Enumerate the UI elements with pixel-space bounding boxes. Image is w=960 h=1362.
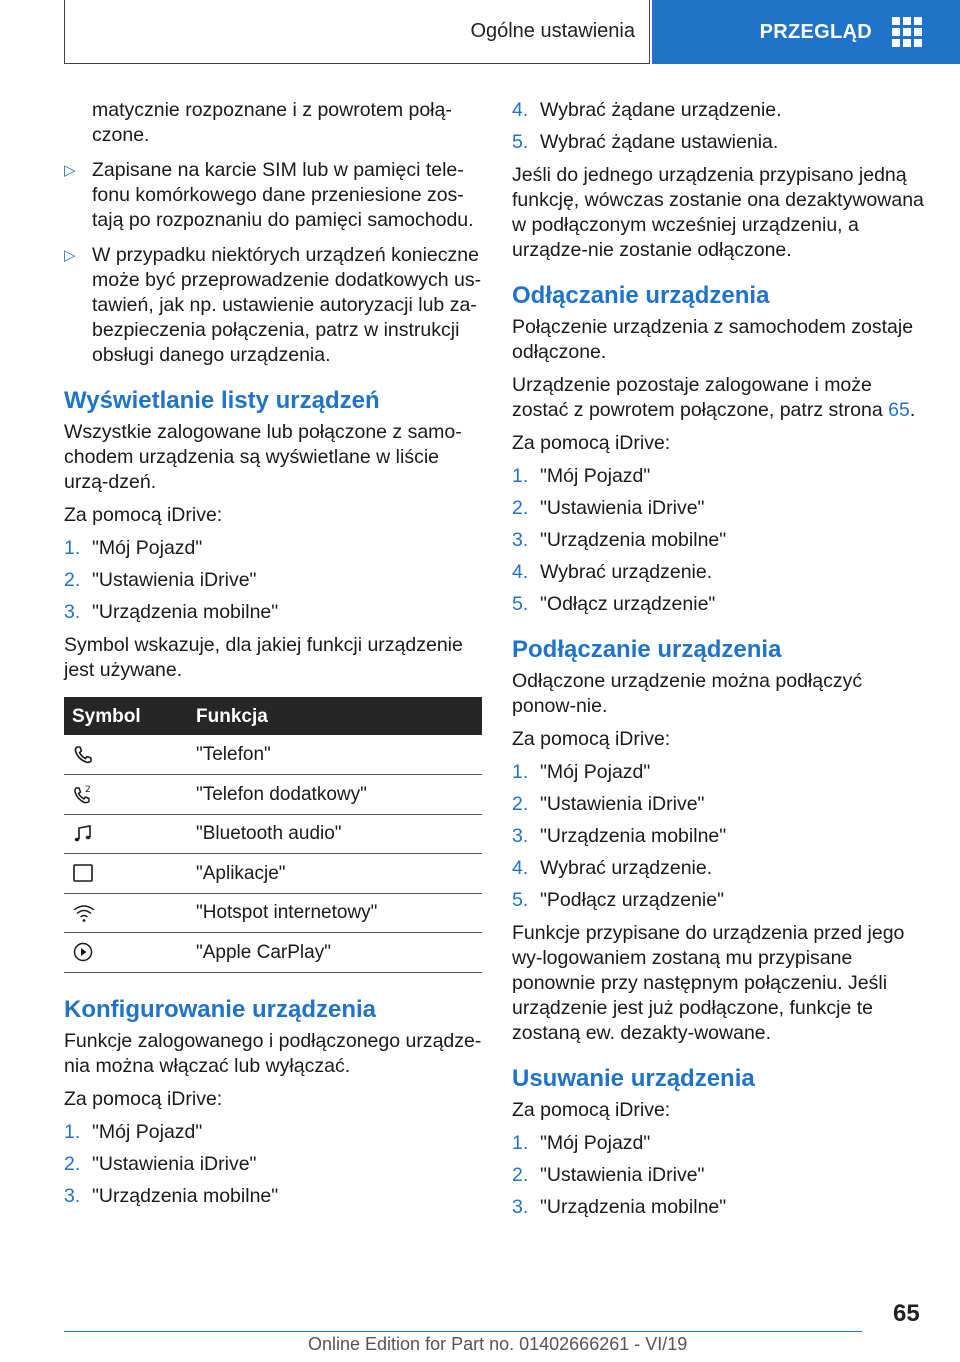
bullet-item [64, 243, 482, 368]
right-column [512, 98, 930, 1228]
step-item [512, 792, 930, 817]
step-number: 3. [512, 529, 529, 551]
grid-menu-icon [892, 17, 922, 47]
step-number: 1. [512, 465, 529, 487]
section-heading-device-list: Wyświetlanie listy urządzeń [64, 387, 380, 414]
step-text: "Urządzenia mobilne" [540, 825, 727, 847]
bullet-text: W przypadku niektórych urządzeń konieczne może być przeprowadzenie dodatkowych us‐tawień, jak np. ustawienie autoryzacji lub za‐bezpieczenia połączenia, patrz w instrukcji obsługi danego urządzenia. [92, 244, 482, 366]
step-number: 1. [64, 1120, 81, 1143]
step-number: 2. [64, 1152, 81, 1175]
table-row [64, 735, 482, 775]
step-text: "Ustawienia iDrive" [540, 497, 705, 519]
step-item [512, 824, 930, 849]
step-text: "Urządzenia mobilne" [540, 529, 727, 551]
footer-divider [64, 1331, 862, 1332]
page-header [0, 0, 960, 66]
step-number: 2. [512, 1164, 529, 1186]
step-list [64, 1120, 482, 1209]
step-number: 4. [512, 99, 529, 121]
step-text: "Ustawienia iDrive" [540, 793, 705, 815]
paragraph: Za pomocą iDrive: [64, 1087, 223, 1110]
step-list [512, 98, 930, 155]
overview-nav-label: PRZEGLĄD [759, 20, 872, 43]
symbol-cell [64, 893, 196, 933]
step-item [512, 888, 930, 913]
step-text: "Urządzenia mobilne" [92, 601, 279, 623]
step-number: 3. [512, 825, 529, 847]
step-number: 1. [512, 761, 529, 783]
step-item [512, 1163, 930, 1188]
chapter-title: Ogólne ustawienia [470, 20, 635, 42]
paragraph-text: . [909, 399, 916, 421]
bullet-item [64, 158, 482, 233]
step-number: 2. [512, 497, 529, 519]
step-number: 3. [64, 601, 81, 623]
paragraph: Za pomocą iDrive: [512, 1099, 671, 1121]
function-cell: "Bluetooth audio" [196, 814, 482, 854]
table-header-symbol: Symbol [64, 697, 196, 735]
step-text: "Urządzenia mobilne" [540, 1196, 727, 1218]
step-text: "Ustawienia iDrive" [92, 1152, 257, 1175]
step-text: "Mój Pojazd" [92, 1120, 203, 1143]
page-number: 65 [893, 1300, 920, 1327]
paragraph: Za pomocą iDrive: [512, 728, 671, 750]
paragraph: Funkcje zalogowanego i podłączonego urządze‐nia można włączać lub wyłączać. [64, 1029, 482, 1077]
step-number: 2. [64, 569, 81, 591]
section-heading-connect-device: Podłączanie urządzenia [512, 636, 782, 663]
step-text: "Mój Pojazd" [540, 761, 651, 783]
paragraph-text: Urządzenie pozostaje zalogowane i może zostać z powrotem połączone, patrz strona [512, 374, 889, 421]
paragraph: Symbol wskazuje, dla jakiej funkcji urządzenie jest używane. [64, 634, 463, 681]
function-cell: "Aplikacje" [196, 854, 482, 894]
step-text: "Urządzenia mobilne" [92, 1184, 279, 1207]
step-text: "Mój Pojazd" [540, 465, 651, 487]
symbol-cell [64, 814, 196, 854]
symbol-cell [64, 735, 196, 775]
paragraph: Za pomocą iDrive: [512, 432, 671, 454]
step-number: 3. [64, 1184, 81, 1207]
function-cell: "Telefon" [196, 735, 482, 775]
step-text: "Ustawienia iDrive" [92, 569, 257, 591]
symbol-cell [64, 775, 196, 815]
step-list [64, 536, 482, 625]
symbol-cell [64, 933, 196, 973]
step-number: 2. [512, 793, 529, 815]
step-item [512, 496, 930, 521]
step-text: "Mój Pojazd" [92, 537, 203, 559]
paragraph: Wszystkie zalogowane lub połączone z samo‐chodem urządzenia są wyświetlane w liście urzą‐dzeń. [64, 421, 462, 493]
table-row [64, 775, 482, 815]
step-item [64, 568, 482, 593]
function-cell: "Telefon dodatkowy" [196, 775, 482, 815]
bullet-text: Zapisane na karcie SIM lub w pamięci tele‐fonu komórkowego dane przeniesione zos‐tają po rozpoznaniu do pamięci samochodu. [92, 159, 474, 231]
step-item [512, 130, 930, 155]
step-number: 1. [64, 537, 81, 559]
footer-edition-text: Online Edition for Part no. 01402666261 - VI/19 [308, 1334, 688, 1354]
section-heading-disconnect-device: Odłączanie urządzenia [512, 282, 770, 309]
triangle-bullet-icon: ▷ [64, 162, 76, 179]
step-text: "Podłącz urządzenie" [540, 889, 725, 911]
paragraph: Za pomocą iDrive: [64, 504, 223, 526]
step-text: Wybrać urządzenie. [540, 561, 713, 583]
section-heading-configure-device: Konfigurowanie urządzenia [64, 995, 377, 1023]
step-item [64, 1152, 482, 1177]
table-row [64, 933, 482, 973]
function-cell: "Hotspot internetowy" [196, 893, 482, 933]
symbol-cell [64, 854, 196, 894]
step-list [512, 1131, 930, 1220]
paragraph: Połączenie urządzenia z samochodem zostaje odłączone. [512, 316, 914, 363]
step-text: Wybrać żądane urządzenie. [540, 99, 782, 121]
step-item [64, 536, 482, 561]
step-item [64, 1184, 482, 1209]
step-text: "Mój Pojazd" [540, 1132, 651, 1154]
left-column [64, 98, 482, 1217]
step-item [512, 1131, 930, 1156]
table-header-row [64, 697, 482, 735]
step-number: 3. [512, 1196, 529, 1218]
step-number: 5. [512, 889, 529, 911]
step-item [512, 1195, 930, 1220]
step-item [512, 464, 930, 489]
step-text: Wybrać żądane ustawienia. [540, 131, 779, 153]
step-item [512, 98, 930, 123]
chapter-title-box [64, 0, 650, 64]
svg-text:2: 2 [85, 785, 91, 796]
step-item [512, 528, 930, 553]
step-text: "Odłącz urządzenie" [540, 593, 716, 615]
table-row [64, 854, 482, 894]
wifi-hotspot-icon [72, 902, 96, 924]
step-item [512, 760, 930, 785]
paragraph-with-page-link [512, 373, 930, 423]
table-header-function: Funkcja [196, 697, 482, 735]
step-number: 4. [512, 561, 529, 583]
apps-icon [72, 862, 94, 884]
step-number: 5. [512, 131, 529, 153]
step-item [64, 600, 482, 625]
function-cell: "Apple CarPlay" [196, 933, 482, 973]
step-item [512, 560, 930, 585]
step-number: 1. [512, 1132, 529, 1154]
step-list [512, 760, 930, 913]
step-number: 5. [512, 593, 529, 615]
paragraph: Odłączone urządzenie można podłączyć ponow‐nie. [512, 670, 863, 717]
phone-icon [72, 744, 94, 766]
symbol-function-table [64, 697, 482, 973]
overview-nav-button[interactable] [652, 0, 960, 64]
phone-secondary-icon [72, 783, 94, 805]
step-item [512, 592, 930, 617]
step-number: 4. [512, 857, 529, 879]
page-reference-link[interactable]: 65 [888, 399, 910, 421]
triangle-bullet-icon: ▷ [64, 247, 76, 264]
paragraph: Funkcje przypisane do urządzenia przed jego wy‐logowaniem zostaną mu przypisane ponownie przy następnym połączeniu. Jeśli urządzenie jest już podłączone, funkcje te zostaną ew. dezakty‐wowane. [512, 922, 905, 1044]
step-text: Wybrać urządzenie. [540, 857, 713, 879]
step-item [64, 1120, 482, 1145]
section-heading-remove-device: Usuwanie urządzenia [512, 1065, 755, 1092]
step-list [512, 464, 930, 617]
table-row [64, 893, 482, 933]
paragraph: Jeśli do jednego urządzenia przypisano jedną funkcję, wówczas zostanie ona dezaktywowana w podłączonym wcześniej urządzeniu, a urządze‐nie zostanie odłączone. [512, 164, 924, 261]
music-note-icon [72, 823, 94, 845]
step-text: "Ustawienia iDrive" [540, 1164, 705, 1186]
step-item [512, 856, 930, 881]
continued-text: matycznie rozpoznane i z powrotem połą‐czone. [92, 99, 452, 146]
table-row [64, 814, 482, 854]
carplay-icon [72, 941, 94, 963]
